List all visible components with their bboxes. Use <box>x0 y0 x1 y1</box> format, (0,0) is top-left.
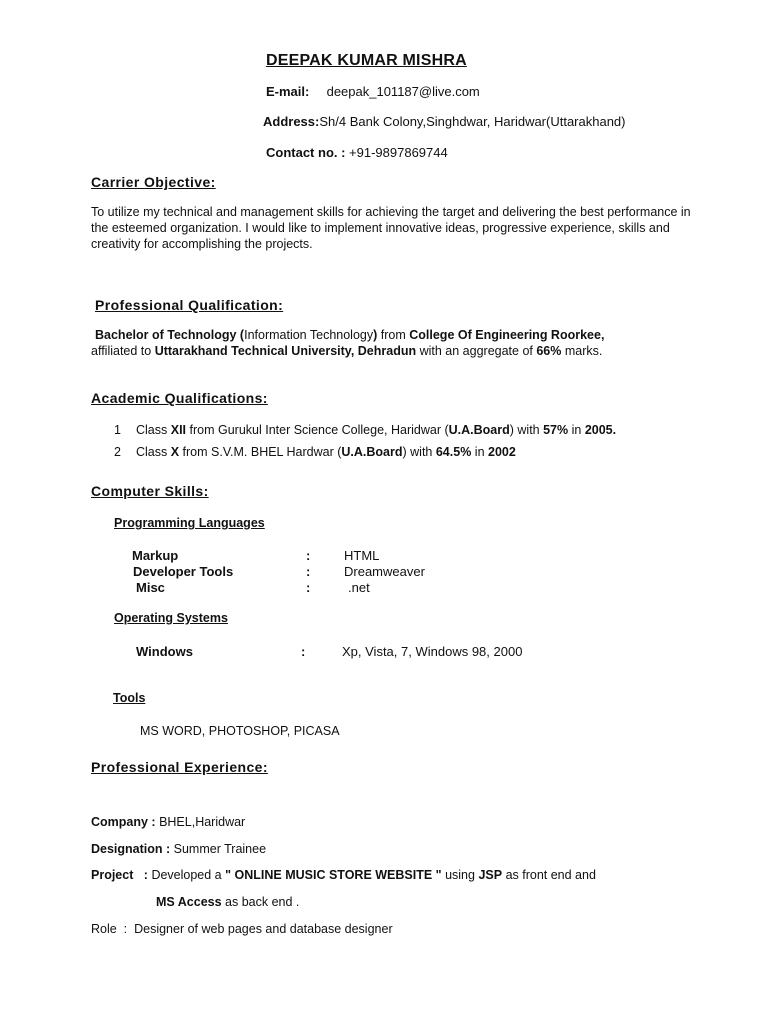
qualification-line-2 <box>91 343 602 359</box>
item-number: 1 <box>114 423 121 437</box>
address-label: Address: <box>263 114 320 129</box>
tools-value: MS WORD, PHOTOSHOP, PICASA <box>140 724 340 738</box>
project-front: as front end and <box>502 868 596 882</box>
skill-value-misc: .net <box>348 580 370 595</box>
item-class: X <box>170 445 180 459</box>
designation-line <box>91 841 266 857</box>
project-back: as back end . <box>221 895 300 909</box>
item-from: from S.V.M. BHEL Hardwar ( <box>179 445 342 459</box>
experience-heading: Professional Experience: <box>91 759 268 775</box>
item-with: ) with <box>402 445 436 459</box>
candidate-name: DEEPAK KUMAR MISHRA <box>266 52 467 69</box>
aggregate-value: 66% <box>536 344 562 358</box>
item-percent: 57% <box>543 423 569 437</box>
designation-label: Designation : <box>91 842 171 856</box>
skill-sep: : <box>306 564 311 579</box>
marks-text: marks. <box>561 344 603 358</box>
degree-close: ) <box>373 328 378 342</box>
role-line <box>91 921 393 937</box>
computer-skills-heading: Computer Skills: <box>91 483 209 499</box>
item-year: 2002 <box>488 445 516 459</box>
project-name: " ONLINE MUSIC STORE WEBSITE " <box>225 868 442 882</box>
degree-name: Bachelor of Technology ( <box>95 328 245 342</box>
address-line <box>263 114 626 129</box>
role-value: Designer of web pages and database designer <box>127 922 393 936</box>
email-label: E-mail: <box>266 84 310 99</box>
university-name: Uttarakhand Technical University, Dehradun <box>154 344 417 358</box>
item-pre: Class <box>136 445 171 459</box>
skill-sep: : <box>306 548 311 563</box>
company-line <box>91 814 245 830</box>
qualification-line-1 <box>95 327 604 343</box>
degree-branch: Information Technology <box>244 328 374 342</box>
item-in: in <box>568 423 585 437</box>
objective-text: To utilize my technical and management skills for achieving the target and delivering the best performance in the esteemed organization. I would like to implement innovative ideas, progressive experience, skills and creativity for accomplishing the projects. <box>91 205 691 251</box>
os-label-windows: Windows <box>136 644 193 659</box>
item-percent: 64.5% <box>435 445 472 459</box>
skill-value-markup: HTML <box>344 548 380 563</box>
email-value: deepak_101187@live.com <box>326 84 480 99</box>
company-value: BHEL,Haridwar <box>155 815 246 829</box>
item-from: from Gurukul Inter Science College, Haridwar ( <box>186 423 449 437</box>
email-line <box>266 84 480 99</box>
contact-line <box>266 145 448 160</box>
aggregate-text: with an aggregate of <box>416 344 537 358</box>
project-back-tool: MS Access <box>156 895 222 909</box>
tools-heading: Tools <box>113 691 146 705</box>
project-pre: Developed a <box>147 868 226 882</box>
os-sep: : <box>301 644 306 659</box>
college-name: College Of Engineering Roorkee, <box>409 328 605 342</box>
item-class: XII <box>170 423 187 437</box>
item-pre: Class <box>136 423 171 437</box>
os-value-windows: Xp, Vista, 7, Windows 98, 2000 <box>342 644 523 659</box>
project-jsp: JSP <box>478 868 503 882</box>
skill-label-developer-tools: Developer Tools <box>133 564 234 579</box>
skill-sep: : <box>306 580 311 595</box>
contact-value: +91-9897869744 <box>345 145 448 160</box>
programming-languages-heading: Programming Languages <box>114 516 265 530</box>
role-label: Role : <box>91 922 128 936</box>
professional-qualification-heading: Professional Qualification: <box>95 297 284 313</box>
skill-label-markup: Markup <box>132 548 179 563</box>
skill-value-developer-tools: Dreamweaver <box>344 564 425 579</box>
item-with: ) with <box>509 423 544 437</box>
academic-item-2 <box>114 444 516 460</box>
contact-label: Contact no. : <box>266 145 346 160</box>
item-number: 2 <box>114 445 121 459</box>
project-line-2 <box>156 894 299 910</box>
item-board: U.A.Board <box>341 445 403 459</box>
item-year: 2005. <box>584 423 617 437</box>
operating-systems-heading: Operating Systems <box>114 611 228 625</box>
item-board: U.A.Board <box>448 423 510 437</box>
designation-value: Summer Trainee <box>170 842 267 856</box>
project-using: using <box>441 868 479 882</box>
degree-from: from <box>377 328 410 342</box>
address-value: Sh/4 Bank Colony,Singhdwar, Haridwar(Uttarakhand) <box>319 114 626 129</box>
academic-heading: Academic Qualifications: <box>91 390 268 406</box>
item-in: in <box>471 445 488 459</box>
affiliated-text: affiliated to <box>91 344 155 358</box>
project-label: Project : <box>91 868 148 882</box>
project-line-1 <box>91 867 596 883</box>
company-label: Company : <box>91 815 156 829</box>
skill-label-misc: Misc <box>136 580 165 595</box>
academic-item-1 <box>114 422 616 438</box>
objective-heading: Carrier Objective: <box>91 174 216 190</box>
